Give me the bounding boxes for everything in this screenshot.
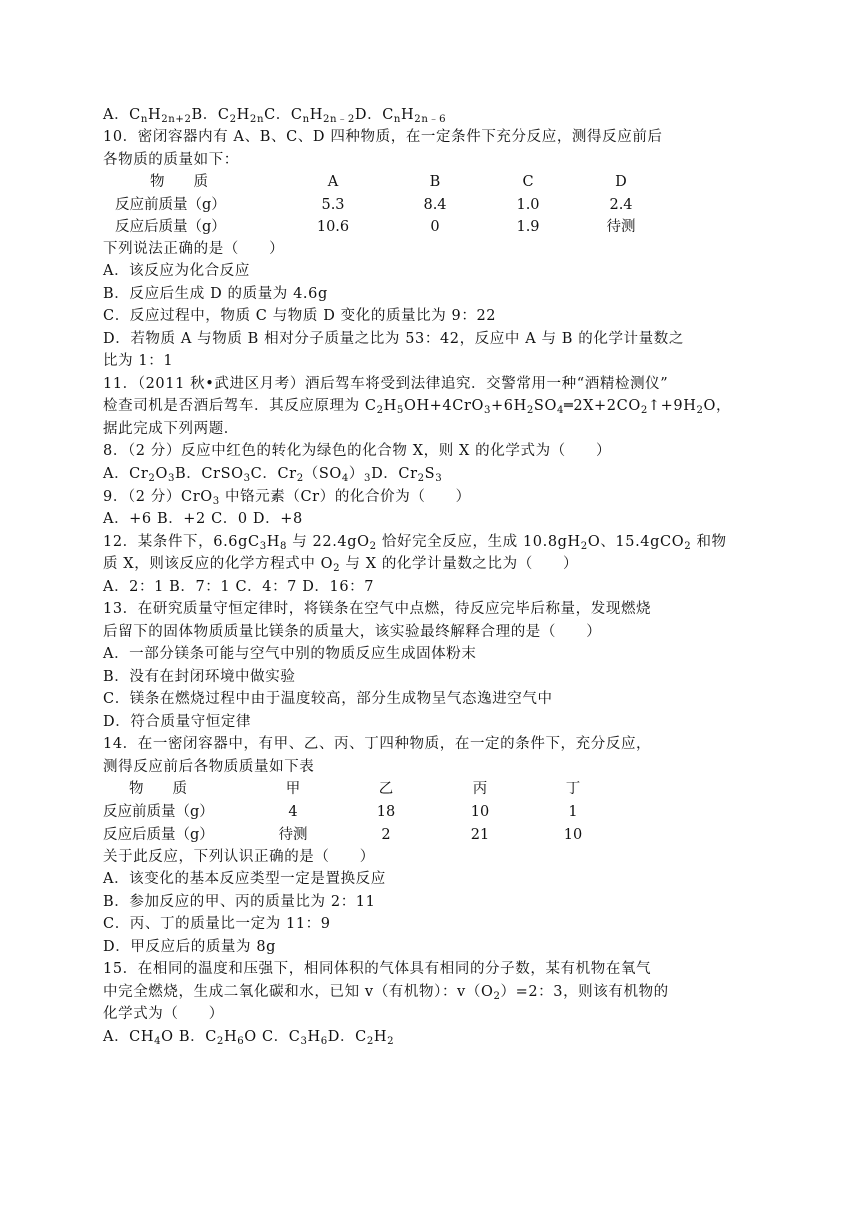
- q10-stem-line2: 各物质的质量如下：: [103, 152, 239, 168]
- table-cell: 丙: [472, 781, 488, 797]
- q14-stem-line2: 测得反应前后各物质质量如下表: [103, 759, 315, 775]
- q13-option-a: A．一部分镁条可能与空气中别的物质反应生成固体粉末: [103, 646, 477, 662]
- table-cell: 21: [470, 827, 490, 843]
- q14-option-a: A．该变化的基本反应类型一定是置换反应: [103, 871, 386, 887]
- q10-option-a: A．该反应为化合反应: [103, 263, 250, 279]
- q13-stem-line1: 13．在研究质量守恒定律时，将镁条在空气中点燃，待反应完毕后称量，发现燃烧: [103, 601, 652, 617]
- q11-stem-line3: 据此完成下列两题．: [103, 421, 239, 437]
- q10-stem-line1: 10．密闭容器内有 A、B、C、D 四种物质，在一定条件下充分反应，测得反应前后: [103, 129, 663, 145]
- table-cell: 待测: [606, 219, 636, 235]
- q13-option-b: B．没有在封闭环境中做实验: [103, 669, 296, 685]
- table-cell: C: [522, 174, 534, 190]
- table-cell: 物 质: [129, 781, 187, 797]
- q12-stem-line1: 12．某条件下，$6.6gC_3H_8$ 与 $22.4gO_2$ 恰好完全反应，生成 $10.8gH_2O$、15.4gCO$_2$ 和物: [103, 534, 727, 552]
- q14-prompt: 关于此反应，下列认识正确的是（ ）: [103, 849, 375, 865]
- table-row: [103, 194, 763, 216]
- q10-option-b: B．反应后生成 D 的质量为 4.6g: [103, 286, 328, 302]
- table-cell: 物 质: [150, 174, 208, 190]
- table-cell: 反应后质量（g）: [115, 219, 226, 235]
- table-cell: 待测: [278, 827, 308, 843]
- table-cell: 10: [563, 827, 583, 843]
- table-cell: 18: [376, 804, 396, 820]
- table-row: [103, 801, 763, 823]
- q14-option-b: B．参加反应的甲、丙的质量比为 2：11: [103, 894, 376, 910]
- q10-option-c: C．反应过程中，物质 C 与物质 D 变化的质量比为 9：22: [103, 308, 497, 324]
- table-row: [103, 824, 763, 846]
- q15-stem-line3: 化学式为（ ）: [103, 1006, 224, 1022]
- q13-option-c: C．镁条在燃烧过程中由于温度较高，部分生成物呈气态逸进空气中: [103, 691, 553, 707]
- table-cell: 甲: [285, 781, 301, 797]
- q9-options: A．+6 B．+2 C．0 D．+8: [103, 511, 303, 527]
- q12-options: A．2：1 B．7：1 C．4：7 D．16：7: [103, 579, 375, 595]
- table-cell: 10: [470, 804, 490, 820]
- q12-stem-line2: 质 X，则该反应的化学方程式中 $O_2$ 与 X 的化学计量数之比为（ ）: [103, 556, 579, 574]
- table-cell: 反应前质量（g）: [103, 804, 214, 820]
- table-cell: 反应前质量（g）: [115, 197, 226, 213]
- q15-stem-line1: 15．在相同的温度和压强下，相同体积的气体具有相同的分子数，某有机物在氧气: [103, 961, 652, 977]
- table-row: [103, 216, 763, 238]
- q11-stem-line1: 11．（2011 秋•武进区月考）酒后驾车将受到法律追究．交警常用一种“酒精检测仪”: [103, 376, 669, 392]
- q13-stem-line2: 后留下的固体物质质量比镁条的质量大，该实验最终解释合理的是（ ）: [103, 624, 602, 640]
- table-cell: 1: [568, 804, 578, 820]
- table-cell: 0: [430, 219, 440, 235]
- table-cell: 1.0: [516, 197, 540, 213]
- q8-options: A．$Cr_2O_3B$．CrSO$_3$C．$Cr_2(SO_4)_3D$．$Cr_2S_3$: [103, 466, 443, 484]
- table-cell: 丁: [565, 781, 581, 797]
- table-cell: 5.3: [321, 197, 345, 213]
- q10-option-d-line2: 比为 1：1: [103, 353, 174, 369]
- q14-option-d: D．甲反应后的质量为 8g: [103, 939, 277, 955]
- table-cell: 8.4: [423, 197, 447, 213]
- table-cell: 2: [381, 827, 391, 843]
- q10-option-d-line1: D．若物质 A 与物质 B 相对分子质量之比为 53：42，反应中 A 与 B 的化学计量数之: [103, 331, 684, 347]
- q14-option-c: C．丙、丁的质量比一定为 11：9: [103, 916, 331, 932]
- table-cell: 反应后质量（g）: [103, 827, 214, 843]
- q9-stem: 9．（2 分）CrO$_3$ 中铬元素（Cr）的化合价为（ ）: [103, 489, 471, 507]
- q8-stem: 8．（2 分）反应中红色的转化为绿色的化合物 X，则 X 的化学式为（ ）: [103, 443, 612, 459]
- table-cell: 乙: [378, 781, 394, 797]
- table-cell: B: [429, 174, 441, 190]
- table-cell: A: [327, 174, 339, 190]
- q10-table-header: [103, 171, 763, 193]
- q13-option-d: D．符合质量守恒定律: [103, 714, 252, 730]
- table-cell: 10.6: [316, 219, 350, 235]
- table-cell: 4: [288, 804, 298, 820]
- q9-options-hidden: A．$C_nH_{2n+2}B$．$C_2H_{2n}C$．$C_nH_{2n﹣2}D$．$C_nH_{2n﹣6}$: [103, 107, 447, 125]
- q14-table-header: [103, 778, 763, 800]
- q11-stem-line2: 检查司机是否酒后驾车．其反应原理为 $C_2H_5OH+4CrO_3+6H_2SO_4═2X+2CO_2↑+9H_2O$，: [103, 398, 732, 416]
- q14-stem-line1: 14．在一密闭容器中，有甲、乙、丙、丁四种物质，在一定的条件下，充分反应，: [103, 736, 652, 752]
- q15-stem-line2: 中完全燃烧，生成二氧化碳和水，已知 v（有机物）：$v(O_2)=2$：3，则该有机物的: [103, 984, 669, 1002]
- table-cell: 2.4: [609, 197, 633, 213]
- q10-prompt: 下列说法正确的是（ ）: [103, 241, 285, 257]
- table-cell: 1.9: [516, 219, 540, 235]
- q15-options: A．$CH_4O$ B．$C_2H_6O$ C．$C_3H_6D$．$C_2H_2$: [103, 1029, 395, 1047]
- table-cell: D: [615, 174, 627, 190]
